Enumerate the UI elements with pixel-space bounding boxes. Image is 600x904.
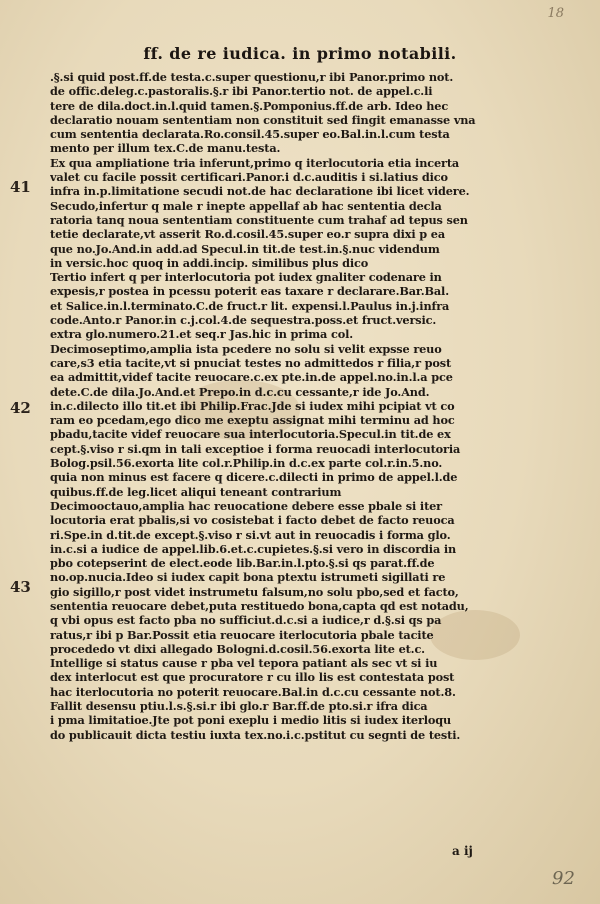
margin-number-41: 41 — [10, 178, 31, 196]
text-line: expesis,r postea in pcessu poterit eas taxare r declarare.Bar.Bal. — [50, 284, 449, 299]
text-line: tere de dila.doct.in.l.quid tamen.§.Pomponius.ff.de arb. Ideo hec — [50, 98, 449, 113]
text-line: q vbi opus est facto pba no sufficiut.d.c.si a iudice,r d.§.si qs pa — [50, 613, 442, 628]
text-line: ratus,r ibi p Bar.Possit etia reuocare iterlocutoria pbale tacite — [50, 627, 434, 642]
text-line: Secudo,infertur q male r inepte appellaf ab hac sententia decla — [50, 198, 442, 213]
text-line: tetie declarate,vt asserit Ro.d.cosil.45.super eo.r supra dixi p ea — [50, 227, 445, 242]
text-line: no.op.nucia.Ideo si iudex capit bona ptextu istrumeti sigillati re — [50, 570, 446, 585]
text-line: hac iterlocutoria no poterit reuocare.Bal.in d.c.cu cessante not.8. — [50, 684, 456, 699]
text-line: cept.§.viso r si.qm in tali exceptioe i forma reuocadi interlocutoria — [50, 441, 461, 456]
signature-mark: a ij — [452, 844, 473, 858]
text-line: quia non minus est facere q dicere.c.dilecti in primo de appel.l.de — [50, 470, 458, 485]
text-line: quibus.ff.de leg.licet aliqui teneant contrarium — [50, 484, 342, 499]
text-line: .§.si quid post.ff.de testa.c.super questionu,r ibi Panor.primo not. — [50, 70, 454, 84]
text-line: infra in.p.limitatione secudi not.de hac declaratione ibi licet videre. — [50, 184, 470, 199]
text-line: Tertio infert q per interlocutoria pot iudex gnaliter codenare in — [50, 270, 442, 285]
text-line: de offic.deleg.c.pastoralis.§.r ibi Panor.tertio not. de appel.c.li — [50, 84, 433, 99]
text-line: in.c.si a iudice de appel.lib.6.et.c.cupietes.§.si vero in discordia in — [50, 541, 457, 556]
body-text — [50, 70, 558, 742]
text-line: Intellige si status cause r pba vel tepora patiant als sec vt si iu — [50, 656, 438, 671]
text-line: care,s3 etia tacite,vt si pnuciat testes no admittedos r filia,r post — [50, 355, 452, 370]
text-line: dex interlocut est que procuratore r cu illo lis est contestata post — [50, 670, 455, 685]
text-line: procededo vt dixi allegado Bologni.d.cosil.56.exorta lite et.c. — [50, 641, 425, 656]
running-head: ff. de re iudica. in primo notabili. — [143, 44, 457, 63]
text-line: et Salice.in.l.terminato.C.de fruct.r lit. expensi.l.Paulus in.j.infra — [50, 298, 450, 313]
text-line: ram eo pcedam,ego dico me exeptu assignat mihi terminu ad hoc — [50, 413, 455, 428]
text-line: valet cu facile possit certificari.Panor.i d.c.auditis i si.latius dico — [50, 170, 448, 185]
text-line: Fallit desensu ptiu.l.s.§.si.r ibi glo.r Bar.ff.de pto.si.r ifra dica — [50, 699, 428, 714]
text-line: i pma limitatioe.Jte pot poni exeplu i medio litis si iudex iterloqu — [50, 713, 452, 728]
text-line: do publicauit dicta testiu iuxta tex.no.i.c.pstitut cu segnti de testi. — [50, 727, 461, 742]
text-line: pbo cotepserint de elect.eode lib.Bar.in.l.pto.§.si qs parat.ff.de — [50, 556, 435, 571]
text-line: cum sententia declarata.Ro.consil.45.super eo.Bal.in.l.cum testa — [50, 127, 450, 142]
text-line: ratoria tanq noua sententiam constituente cum trahaf ad tepus sen — [50, 212, 468, 227]
text-line: sententia reuocare debet,puta restituedo bona,capta qd est notadu, — [50, 598, 469, 613]
text-line: ri.Spe.in d.tit.de except.§.viso r si.vt aut in reuocadis i forma glo. — [50, 527, 451, 542]
text-line: Decimoseptimo,amplia ista pcedere no solu si velit expsse reuo — [50, 341, 442, 356]
folio-mark: 18 — [547, 6, 564, 21]
text-line: declaratio nouam sententiam non constituit sed fingit emanasse vna — [50, 112, 476, 127]
text-line: Ex qua ampliatione tria inferunt,primo q iterlocutoria etia incerta — [50, 155, 460, 170]
text-line: in versic.hoc quoq in addi.incip. similibus plus dico — [50, 255, 369, 270]
text-line: ea admittit,videf tacite reuocare.c.ex pte.in.de appel.no.in.l.a pce — [50, 370, 453, 385]
text-line: code.Anto.r Panor.in c.j.col.4.de sequestra.poss.et fruct.versic. — [50, 313, 437, 328]
text-line: Decimooctauo,amplia hac reuocatione debere esse pbale si iter — [50, 498, 442, 513]
shelf-mark: 92 — [552, 868, 575, 889]
text-line: pbadu,tacite videf reuocare sua interlocutoria.Specul.in tit.de ex — [50, 427, 451, 442]
text-line: mento per illum tex.C.de manu.testa. — [50, 141, 281, 156]
margin-number-43: 43 — [10, 578, 31, 596]
text-line: gio sigillo,r post videt instrumetu falsum,no solu pbo,sed et facto, — [50, 584, 459, 599]
text-line: locutoria erat pbalis,si vo cosistebat i facto debet de facto reuoca — [50, 513, 455, 528]
text-line: in.c.dilecto illo tit.et ibi Philip.Frac.Jde si iudex mihi pcipiat vt co — [50, 398, 455, 413]
text-line: extra glo.numero.21.et seq.r Jas.hic in prima col. — [50, 327, 354, 342]
text-line: Bolog.psil.56.exorta lite col.r.Philip.in d.c.ex parte col.r.in.5.no. — [50, 456, 443, 471]
text-line: dete.C.de dila.Jo.And.et Prepo.in d.c.cu cessante,r ide Jo.And. — [50, 384, 430, 399]
margin-number-42: 42 — [10, 399, 31, 417]
text-line: que no.Jo.And.in add.ad Specul.in tit.de test.in.§.nuc videndum — [50, 241, 440, 256]
